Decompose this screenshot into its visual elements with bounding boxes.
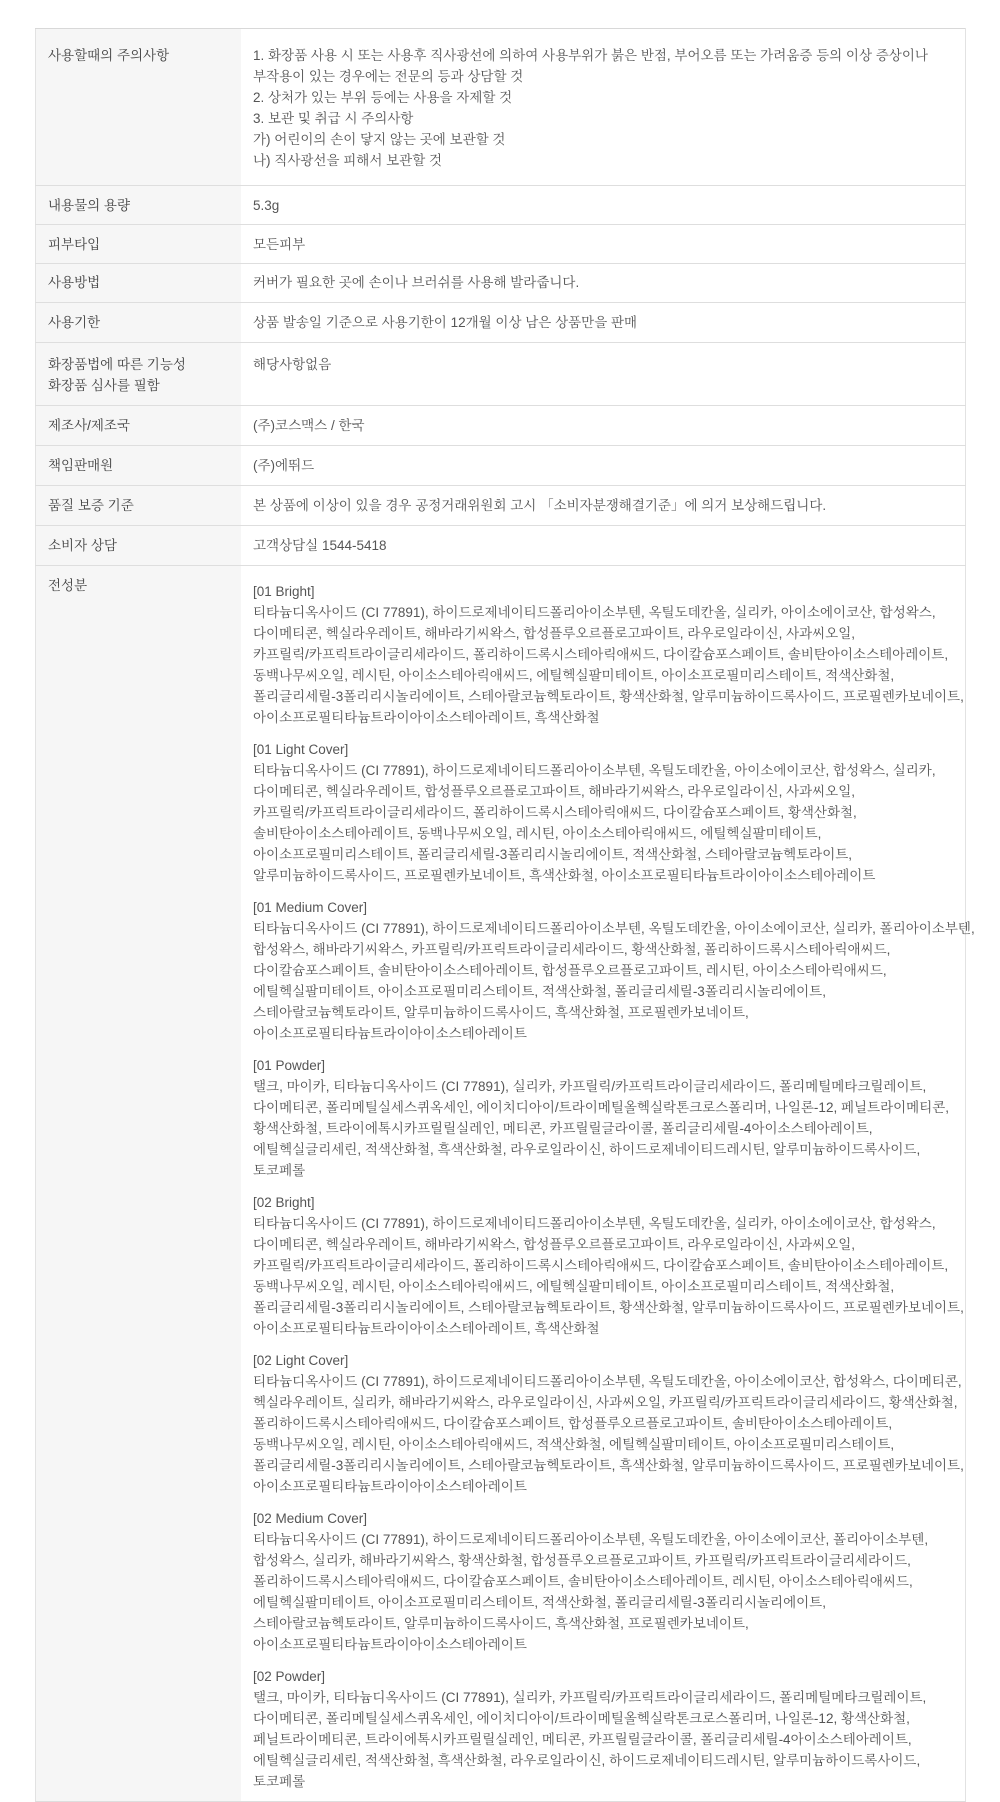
ingredient-group-title: [02 Medium Cover] xyxy=(253,1511,368,1526)
ingredient-line: 폴리글리세릴-3폴리리시놀리에이트, 스테아랄코늄헥토라이트, 황색산화철, 알루미늄하이드록사이드, 프로필렌카보네이트, xyxy=(253,1300,964,1315)
ingredient-group xyxy=(253,1666,965,1792)
ingredient-line: 에틸헥실글리세린, 적색산화철, 흑색산화철, 라우로일라이신, 하이드로제네이티드레시틴, 알루미늄하이드록사이드, xyxy=(253,1753,921,1768)
info-row-expiry xyxy=(36,303,966,343)
row-value xyxy=(241,406,966,446)
ingredient-line: 스테아랄코늄헥토라이트, 알루미늄하이드록사이드, 흑색산화철, 프로필렌카보네이트, xyxy=(253,1616,749,1631)
ingredient-group-title: [02 Powder] xyxy=(253,1669,326,1684)
ingredient-group xyxy=(253,1192,965,1339)
ingredient-line: 다이메티콘, 헥실라우레이트, 해바라기씨왁스, 합성플루오르플로고파이트, 라우로일라이신, 사과씨오일, xyxy=(253,626,856,641)
row-label xyxy=(36,186,242,225)
row-label xyxy=(36,566,242,1802)
row-value-line: 부작용이 있는 경우에는 전문의 등과 상담할 것 xyxy=(253,69,524,84)
ingredient-line: 다이메티콘, 헥실라우레이트, 합성플루오르플로고파이트, 해바라기씨왁스, 라우로일라이신, 사과씨오일, xyxy=(253,784,856,799)
row-label xyxy=(36,225,242,264)
ingredient-line: 합성왁스, 실리카, 해바라기씨왁스, 황색산화철, 합성플루오르플로고파이트, 카프릴릭/카프릭트라이글리세라이드, xyxy=(253,1553,911,1568)
row-label xyxy=(36,446,242,486)
row-value-line: 나) 직사광선을 피해서 보관할 것 xyxy=(253,153,443,168)
row-value-line: 3. 보관 및 취급 시 주의사항 xyxy=(253,111,414,126)
ingredient-group-title: [02 Light Cover] xyxy=(253,1353,349,1368)
row-label-line: 화장품법에 따른 기능성 xyxy=(48,357,186,372)
ingredient-group xyxy=(253,581,965,728)
ingredient-group-title: [02 Bright] xyxy=(253,1195,315,1210)
ingredient-line: 탤크, 마이카, 티타늄디옥사이드 (CI 77891), 실리카, 카프릴릭/카프릭트라이글리세라이드, 폴리메틸메타크릴레이트, xyxy=(253,1079,927,1094)
row-label-line: 피부타입 xyxy=(48,237,101,252)
info-row-customer-service xyxy=(36,526,966,566)
ingredient-line: 에틸헥실글리세린, 적색산화철, 흑색산화철, 라우로일라이신, 하이드로제네이티드레시틴, 알루미늄하이드록사이드, xyxy=(253,1142,921,1157)
info-row-functional-review xyxy=(36,343,966,406)
info-row-quality-guarantee xyxy=(36,486,966,526)
ingredient-line: 동백나무씨오일, 레시틴, 아이소스테아릭애씨드, 에틸헥실팔미테이트, 아이소프로필미리스테이트, 적색산화철, xyxy=(253,668,895,683)
info-row-skin-type xyxy=(36,225,966,264)
row-label-line: 소비자 상담 xyxy=(48,538,117,553)
ingredient-line: 다이메티콘, 폴리메틸실세스퀴옥세인, 에이치디아이/트라이메틸올헥실락톤크로스폴리머, 나일론-12, 페닐트라이메티콘, xyxy=(253,1100,950,1115)
ingredient-group-title: [01 Bright] xyxy=(253,584,315,599)
ingredient-line: 카프릴릭/카프릭트라이글리세라이드, 폴리하이드록시스테아릭애씨드, 다이칼슘포스페이트, 솔비탄아이소스테아레이트, xyxy=(253,647,949,662)
ingredient-line: 알루미늄하이드록사이드, 프로필렌카보네이트, 흑색산화철, 아이소프로필티타늄트라이아이소스테아레이트 xyxy=(253,868,876,883)
product-info-table xyxy=(35,28,975,1802)
row-value-line: 상품 발송일 기준으로 사용기한이 12개월 이상 남은 상품만을 판매 xyxy=(253,315,638,330)
row-value-line: 모든피부 xyxy=(253,237,306,252)
row-value-line: 가) 어린이의 손이 닿지 않는 곳에 보관할 것 xyxy=(253,132,506,147)
row-label xyxy=(36,406,242,446)
row-value-line: 해당사항없음 xyxy=(253,357,332,372)
ingredient-line: 폴리하이드록시스테아릭애씨드, 다이칼슘포스페이트, 합성플루오르플로고파이트, 솔비탄아이소스테아레이트, xyxy=(253,1416,893,1431)
row-value-line: 본 상품에 이상이 있을 경우 공정거래위원회 고시 「소비자분쟁해결기준」에 의거 보상해드립니다. xyxy=(253,498,827,513)
ingredient-line: 아이소프로필티타늄트라이아이소스테아레이트 xyxy=(253,1637,527,1652)
ingredient-line: 동백나무씨오일, 레시틴, 아이소스테아릭애씨드, 적색산화철, 에틸헥실팔미테이트, 아이소프로필미리스테이트, xyxy=(253,1437,895,1452)
row-value xyxy=(241,526,966,566)
row-label-line: 사용기한 xyxy=(48,315,101,330)
info-row-usage xyxy=(36,264,966,303)
row-label xyxy=(36,526,242,566)
row-label-line: 책임판매원 xyxy=(48,458,114,473)
ingredient-line: 아이소프로필미리스테이트, 폴리글리세릴-3폴리리시놀리에이트, 적색산화철, 스테아랄코늄헥토라이트, xyxy=(253,847,853,862)
row-value xyxy=(241,29,966,186)
ingredient-line: 티타늄디옥사이드 (CI 77891), 하이드로제네이티드폴리아이소부텐, 옥틸도데칸올, 아이소에이코산, 실리카, 폴리아이소부텐, xyxy=(253,921,975,936)
info-row-ingredients xyxy=(36,566,966,1802)
row-value xyxy=(241,264,966,303)
ingredient-line: 다이메티콘, 헥실라우레이트, 해바라기씨왁스, 합성플루오르플로고파이트, 라우로일라이신, 사과씨오일, xyxy=(253,1237,856,1252)
ingredient-line: 다이메티콘, 폴리메틸실세스퀴옥세인, 에이치디아이/트라이메틸올헥실락톤크로스폴리머, 나일론-12, 황색산화철, xyxy=(253,1711,910,1726)
ingredient-group-title: [01 Powder] xyxy=(253,1058,326,1073)
ingredient-line: 에틸헥실팔미테이트, 아이소프로필미리스테이트, 적색산화철, 폴리글리세릴-3폴리리시놀리에이트, xyxy=(253,984,826,999)
row-value-line: 2. 상처가 있는 부위 등에는 사용을 자제할 것 xyxy=(253,90,513,105)
ingredient-line: 솔비탄아이소스테아레이트, 동백나무씨오일, 레시틴, 아이소스테아릭애씨드, 에틸헥실팔미테이트, xyxy=(253,826,822,841)
ingredient-line: 티타늄디옥사이드 (CI 77891), 하이드로제네이티드폴리아이소부텐, 옥틸도데칸올, 아이소에이코산, 합성왁스, 다이메티콘, xyxy=(253,1374,962,1389)
ingredient-line: 아이소프로필티타늄트라이아이소스테아레이트 xyxy=(253,1479,527,1494)
row-label-line: 품질 보증 기준 xyxy=(48,498,134,513)
row-value-line: 1. 화장품 사용 시 또는 사용후 직사광선에 의하여 사용부위가 붉은 반점, 부어오름 또는 가려움증 등의 이상 증상이나 xyxy=(253,48,928,63)
ingredient-line: 스테아랄코늄헥토라이트, 알루미늄하이드록사이드, 흑색산화철, 프로필렌카보네이트, xyxy=(253,1005,749,1020)
ingredient-line: 폴리하이드록시스테아릭애씨드, 다이칼슘포스페이트, 솔비탄아이소스테아레이트, 레시틴, 아이소스테아릭애씨드, xyxy=(253,1574,913,1589)
info-row-seller xyxy=(36,446,966,486)
ingredient-line: 황색산화철, 트라이에톡시카프릴릴실레인, 메티콘, 카프릴릴글라이콜, 폴리글리세릴-4아이소스테아레이트, xyxy=(253,1121,873,1136)
ingredient-line: 다이칼슘포스페이트, 솔비탄아이소스테아레이트, 합성플루오르플로고파이트, 레시틴, 아이소스테아릭애씨드, xyxy=(253,963,887,978)
row-label-line: 사용할때의 주의사항 xyxy=(48,48,170,63)
row-label xyxy=(36,343,242,406)
row-label-line: 내용물의 용량 xyxy=(48,198,130,213)
row-value-line: 5.3g xyxy=(253,198,280,213)
row-value xyxy=(241,343,966,406)
ingredient-line: 티타늄디옥사이드 (CI 77891), 하이드로제네이티드폴리아이소부텐, 옥틸도데칸올, 실리카, 아이소에이코산, 합성왁스, xyxy=(253,1216,936,1231)
ingredients-value xyxy=(241,566,975,1802)
row-label-line: 화장품 심사를 필함 xyxy=(48,378,160,393)
ingredient-line: 헥실라우레이트, 실리카, 해바라기씨왁스, 라우로일라이신, 사과씨오일, 카프릴릭/카프릭트라이글리세라이드, 황색산화철, xyxy=(253,1395,958,1410)
ingredient-group-title: [01 Light Cover] xyxy=(253,742,349,757)
row-value-line: 고객상담실 1544-5418 xyxy=(253,538,387,553)
info-row-manufacturer xyxy=(36,406,966,446)
ingredient-line: 카프릴릭/카프릭트라이글리세라이드, 폴리하이드록시스테아릭애씨드, 다이칼슘포스페이트, 황색산화철, xyxy=(253,805,857,820)
row-label xyxy=(36,29,242,186)
ingredient-line: 아이소프로필티타늄트라이아이소스테아레이트, 흑색산화철 xyxy=(253,1321,600,1336)
ingredient-line: 페닐트라이메티콘, 트라이에톡시카프릴릴실레인, 메티콘, 카프릴릴글라이콜, 폴리글리세릴-4아이소스테아레이트, xyxy=(253,1732,912,1747)
ingredient-line: 카프릴릭/카프릭트라이글리세라이드, 폴리하이드록시스테아릭애씨드, 다이칼슘포스페이트, 솔비탄아이소스테아레이트, xyxy=(253,1258,949,1273)
ingredient-line: 티타늄디옥사이드 (CI 77891), 하이드로제네이티드폴리아이소부텐, 옥틸도데칸올, 아이소에이코산, 합성왁스, 실리카, xyxy=(253,763,936,778)
ingredient-group xyxy=(253,1350,965,1497)
ingredient-line: 합성왁스, 해바라기씨왁스, 카프릴릭/카프릭트라이글리세라이드, 황색산화철, 폴리하이드록시스테아릭애씨드, xyxy=(253,942,891,957)
ingredient-line: 아이소프로필티타늄트라이아이소스테아레이트 xyxy=(253,1026,527,1041)
ingredient-line: 토코페롤 xyxy=(253,1163,306,1178)
product-info-table-wrapper xyxy=(35,28,975,1802)
ingredient-line: 아이소프로필티타늄트라이아이소스테아레이트, 흑색산화철 xyxy=(253,710,600,725)
ingredient-line: 에틸헥실팔미테이트, 아이소프로필미리스테이트, 적색산화철, 폴리글리세릴-3폴리리시놀리에이트, xyxy=(253,1595,826,1610)
row-label xyxy=(36,264,242,303)
row-value xyxy=(241,225,966,264)
ingredient-group xyxy=(253,1055,965,1181)
ingredient-group xyxy=(253,1508,965,1655)
row-value xyxy=(241,303,966,343)
ingredient-line: 폴리글리세릴-3폴리리시놀리에이트, 스테아랄코늄헥토라이트, 흑색산화철, 알루미늄하이드록사이드, 프로필렌카보네이트, xyxy=(253,1458,964,1473)
row-value xyxy=(241,486,966,526)
ingredient-line: 탤크, 마이카, 티타늄디옥사이드 (CI 77891), 실리카, 카프릴릭/카프릭트라이글리세라이드, 폴리메틸메타크릴레이트, xyxy=(253,1690,927,1705)
row-label xyxy=(36,303,242,343)
row-label-line: 사용방법 xyxy=(48,275,101,290)
info-row-caution xyxy=(36,29,966,186)
row-value-line: 커버가 필요한 곳에 손이나 브러쉬를 사용해 발라줍니다. xyxy=(253,275,580,290)
info-row-volume xyxy=(36,186,966,225)
row-value xyxy=(241,446,966,486)
ingredient-line: 동백나무씨오일, 레시틴, 아이소스테아릭애씨드, 에틸헥실팔미테이트, 아이소프로필미리스테이트, 적색산화철, xyxy=(253,1279,895,1294)
row-label xyxy=(36,486,242,526)
ingredients-label: 전성분 xyxy=(48,578,88,593)
row-label-line: 제조사/제조국 xyxy=(48,418,130,433)
ingredient-line: 티타늄디옥사이드 (CI 77891), 하이드로제네이티드폴리아이소부텐, 옥틸도데칸올, 아이소에이코산, 폴리아이소부텐, xyxy=(253,1532,929,1547)
product-info-table-body xyxy=(36,29,975,1802)
row-value xyxy=(241,186,966,225)
ingredient-line: 티타늄디옥사이드 (CI 77891), 하이드로제네이티드폴리아이소부텐, 옥틸도데칸올, 실리카, 아이소에이코산, 합성왁스, xyxy=(253,605,936,620)
row-value-line: (주)에뛰드 xyxy=(253,458,315,473)
ingredient-group-title: [01 Medium Cover] xyxy=(253,900,368,915)
row-value-line: (주)코스맥스 / 한국 xyxy=(253,418,365,433)
ingredient-line: 토코페롤 xyxy=(253,1774,306,1789)
ingredient-group xyxy=(253,739,965,886)
ingredient-line: 폴리글리세릴-3폴리리시놀리에이트, 스테아랄코늄헥토라이트, 황색산화철, 알루미늄하이드록사이드, 프로필렌카보네이트, xyxy=(253,689,964,704)
ingredient-group xyxy=(253,897,975,1044)
